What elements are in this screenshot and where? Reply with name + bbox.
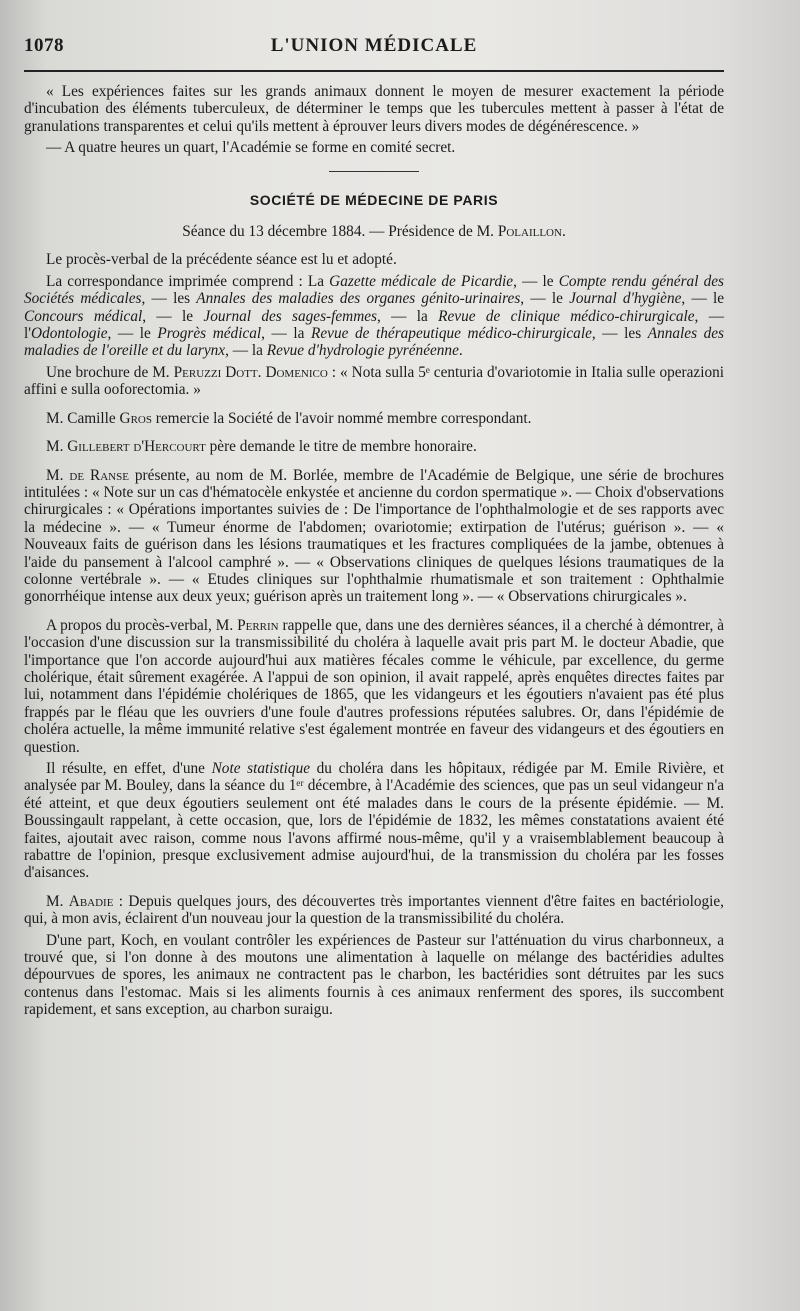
journal-ref: Revue de clinique médico-chirurgicale	[438, 307, 695, 325]
abadie-paragraph: M. Abadie : Depuis quelques jours, des découvertes très importantes viennent d'être faites en bactériologie, qui, à mon avis, éclairent d'un nouveau jour la question de la transmissibilité du choléra.	[24, 892, 725, 928]
page-header	[24, 35, 724, 63]
correspondance-paragraph: La correspondance imprimée comprend : La Gazette médicale de Picardie, — le Compte rendu général des Sociétés médicales, — les Annales des maladies des organes génito-urinaires, — le Journal d'hygiène, — le Concours médical, — le Journal des sages-femmes, — la Revue de clinique médico-chirurgicale, — l'Odontologie, — le Progrès médical, — la Revue de thérapeutique médico-chirurgicale, — les Annales des maladies de l'oreille et du larynx, — la Revue d'hydrologie pyrénéenne.	[24, 272, 725, 360]
journal-ref: Revue d'hydrologie pyrénéenne	[266, 342, 459, 360]
journal-ref: Concours médical	[24, 307, 143, 325]
journal-ref: Revue de thérapeutique médico-chirurgicale	[311, 325, 592, 343]
perrin-paragraph: A propos du procès-verbal, M. Perrin rappelle que, dans une des dernières séances, il a cherché à démontrer, à l'occasion d'une discussion sur la transmissibilité du choléra à laquelle avait pris part M. le docteur Abadie, que l'importance que l'on accorde aujourd'hui aux matières fécales comme le véhicule, par excellence, du germe cholérique, était sûrement exagérée. A l'appui de son opinion, il avait rappelé, après enquêtes directes faites par lui, notamment dans l'épidémie cholériques de 1865, que les vidangeurs et les égoutiers n'avaient pas été plus frappés par le fléau que les ouvriers d'une foule d'autres professions réputées salubres. Or, dans l'épidémie de choléra actuelle, la même immunité relative s'est également montrée en faveur des vidangeurs et des égoutiers en question.	[24, 616, 725, 756]
gros-paragraph: M. Camille Gros remercie la Société de l'avoir nommé membre correspondant.	[46, 409, 532, 427]
president-name: Polaillon	[497, 223, 562, 241]
pv-paragraph: Le procès-verbal de la précédente séance est lu et adopté.	[46, 251, 397, 269]
seance-prefix: Séance du 13 décembre 1884. — Présidence de M.	[182, 223, 498, 241]
brochure-paragraph: Une brochure de M. Peruzzi Dott. Domenico : « Nota sulla 5ᵉ centuria d'ovariotomie in Italia sulle operazioni affini e sulla ooforectomia. »	[24, 363, 725, 399]
journal-ref: Gazette médicale de Picardie	[329, 272, 514, 290]
page-number: 1078	[24, 35, 64, 56]
society-title: SOCIÉTÉ DE MÉDECINE DE PARIS	[249, 191, 499, 208]
journal-ref: Odontologie	[31, 325, 108, 343]
member-name: Gillebert d'Hercourt	[67, 438, 206, 456]
member-name: Abadie	[68, 892, 114, 910]
note-title: Note statistique	[211, 760, 311, 777]
journal-ref: Progrès médical	[157, 325, 262, 343]
gillebert-paragraph: M. Gillebert d'Hercourt père demande le titre de membre honoraire.	[46, 438, 477, 456]
ranse-paragraph: M. de Ranse présente, au nom de M. Borlée, membre de l'Académie de Belgique, une série de brochures intitulées : « Note sur un cas d'hématocèle enkystée et ancienne du cordon spermatique ». — Choix d'observations chirurgicales : « Opérations importantes suivies de : De l'importance de l'ophthalmologie et de ses rapports avec la médecine ». — « Tumeur énorme de l'abdomen; ovariotomie; extirpation de l'utérus; guérison ». — « Nouveaux faits de guérison dans les lésions traumatiques et les fractures compliquées de la jambe, obtenues à l'aide du pansement à l'alcool camphré ». — « Observations cliniques de quelques lésions traumatiques de la colonne vertébrale ». — « Etudes cliniques sur l'ophthalmie rhumatismale et son traitement : Ophthalmie gonorrhéique intense aux deux yeux; guérison après un traitement long ». — « Observations chirurgicales ».	[24, 466, 725, 606]
member-name: Perrin	[237, 616, 279, 634]
journal-title: L'UNION MÉDICALE	[270, 35, 478, 56]
journal-ref: Annales des maladies des organes génito-urinaires	[196, 290, 521, 308]
section-separator	[329, 171, 419, 172]
author-name: Peruzzi Dott. Domenico	[173, 363, 328, 381]
article-body	[24, 83, 724, 1023]
member-name: de Ranse	[69, 466, 129, 484]
result-paragraph: Il résulte, en effet, d'une Note statistique du choléra dans les hôpitaux, rédigée par M. Emile Rivière, et analysée par M. Bouley, dans la séance du 1ᵉʳ décembre, à l'Académie des sciences, que pas un seul vidangeur n'a été atteint, et que deux égoutiers seulement ont été malades dans le cours de la présente épidémie. — M. Boussingault rappelant, à cette occasion, que, lors de l'épidémie de 1832, les mêmes constatations avaient été faites, ajoutait avec raison, comme nous l'avons affirmé nous-même, qu'il y a vraisemblablement beaucoup à rabattre de l'opinion, presque exclusivement admise aujourd'hui, de la transmission du choléra par les fosses d'aisances.	[24, 760, 725, 882]
member-name: Gros	[119, 409, 152, 427]
header-rule	[24, 70, 724, 72]
journal-ref: Annales des maladies de l'oreille et du larynx	[24, 325, 724, 360]
koch-paragraph: D'une part, Koch, en voulant contrôler les expériences de Pasteur sur l'atténuation du virus charbonneux, a trouvé que, si l'on donne à des moutons une alimentation à laquelle on mélange des bactéridies adultes dépourvues de spores, les animaux ne contractent pas le charbon, les bactéridies sont détruites par les sucs contenus dans l'estomac. Mais si les aliments fournis à ces animaux renferment des spores, ils succombent rapidement, et sans exception, au charbon suraigu.	[24, 931, 724, 1019]
journal-ref: Compte rendu général des Sociétés médicales	[24, 272, 724, 308]
journal-ref: Journal d'hygiène	[569, 290, 682, 308]
closing-line: — A quatre heures un quart, l'Académie se forme en comité secret.	[46, 139, 456, 157]
journal-ref: Journal des sages-femmes	[203, 307, 378, 325]
seance-suffix: .	[561, 223, 566, 241]
intro-quote: « Les expériences faites sur les grands animaux donnent le moyen de mesurer exactement la période d'incubation des éléments tuberculeux, de déterminer le temps que les tubercules mettent à passer à l'état de granulations transparentes et celui qu'ils mettent à éprouver leurs divers modes de dégénérescence. »	[24, 83, 724, 135]
seance-line	[24, 223, 724, 240]
